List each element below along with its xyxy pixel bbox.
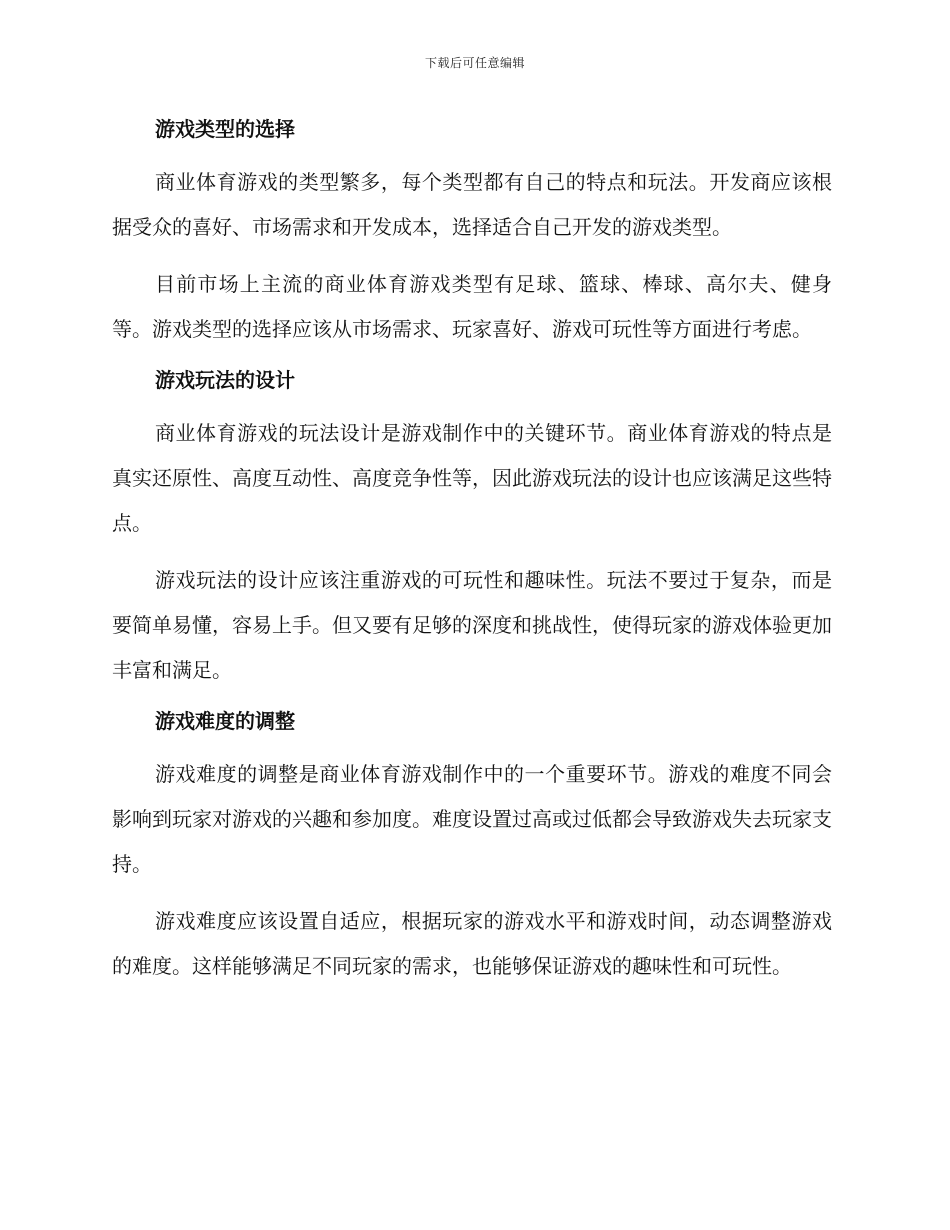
section-heading: 游戏类型的选择 (155, 117, 295, 141)
document-body (112, 113, 832, 1001)
paragraph: 游戏玩法的设计应该注重游戏的可玩性和趣味性。玩法不要过于复杂，而是要简单易懂，容易上手。但又要有足够的深度和挑战性，使得玩家的游戏体验更加丰富和满足。 (112, 568, 832, 682)
paragraph: 商业体育游戏的类型繁多，每个类型都有自己的特点和玩法。开发商应该根据受众的喜好、市场需求和开发成本，选择适合自己开发的游戏类型。 (112, 170, 832, 239)
section-game-type (112, 113, 832, 352)
paragraph: 商业体育游戏的玩法设计是游戏制作中的关键环节。商业体育游戏的特点是真实还原性、高度互动性、高度竞争性等，因此游戏玩法的设计也应该满足这些特点。 (112, 421, 832, 535)
section-gameplay-design (112, 364, 832, 693)
paragraph: 游戏难度应该设置自适应，根据玩家的游戏水平和游戏时间，动态调整游戏的难度。这样能够满足不同玩家的需求，也能够保证游戏的趣味性和可玩性。 (112, 909, 832, 978)
section-difficulty-adjustment (112, 705, 832, 989)
paragraph: 目前市场上主流的商业体育游戏类型有足球、篮球、棒球、高尔夫、健身等。游戏类型的选择应该从市场需求、玩家喜好、游戏可玩性等方面进行考虑。 (112, 272, 832, 341)
page-header: 下载后可任意编辑 (424, 56, 525, 70)
paragraph: 游戏难度的调整是商业体育游戏制作中的一个重要环节。游戏的难度不同会影响到玩家对游戏的兴趣和参加度。难度设置过高或过低都会导致游戏失去玩家支持。 (112, 762, 832, 876)
section-heading: 游戏难度的调整 (155, 709, 295, 733)
section-heading: 游戏玩法的设计 (155, 368, 295, 392)
